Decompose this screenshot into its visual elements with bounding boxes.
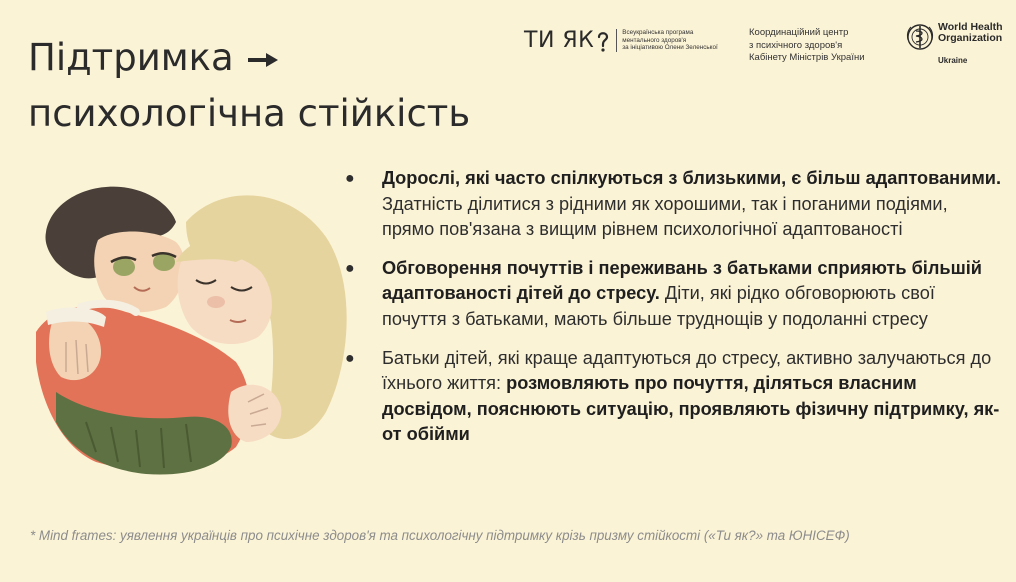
list-item <box>343 166 1003 243</box>
boy-eye-left <box>113 258 135 276</box>
bullet-text: Здатність ділитися з рідними як хорошими, так і поганими подіями, прямо пов'язана з вищим рівнем психологічної адаптованості <box>382 193 948 240</box>
coordination-center-logo: Координаційний центр з психічного здоров'я Кабінету Міністрів України <box>749 27 865 63</box>
bullet-dot: ● <box>345 170 355 187</box>
title-line-2: психологічна стійкість <box>28 92 471 135</box>
who-emblem-icon <box>905 22 935 52</box>
list-item <box>343 346 1003 448</box>
bullet-text: Діти, які рідко обговорюють свої почуття з батьками, мають більше труднощів у подоланні стресу <box>382 283 935 329</box>
list-item <box>343 256 1003 333</box>
who-country: Ukraine <box>938 56 968 65</box>
tyak-brand: ТИ ЯК <box>524 28 610 53</box>
bullet-dot: ● <box>345 259 355 277</box>
tyak-logo <box>524 28 718 53</box>
title-line-1: Підтримка <box>28 30 470 86</box>
page-title <box>28 30 470 142</box>
footnote: * Mind frames: уявлення українців про психічне здоров'я та психологічну підтримку крізь призму стійкості («Ти як?» та ЮНІСЕФ) <box>30 528 850 543</box>
who-logo <box>905 22 1003 52</box>
tyak-subtitle: Всеукраїнська програма ментального здоров'я за ініціативою Олени Зеленської <box>616 29 717 52</box>
arrow-right-icon <box>248 53 278 67</box>
bullet-dot: ● <box>345 349 355 367</box>
hug-illustration <box>26 162 356 482</box>
who-name: World Health Organization <box>938 21 1003 44</box>
bullet-bold-intro: Дорослі, які часто спілкуються з близькими, є більш адаптованими. <box>382 168 1002 188</box>
bullet-list <box>343 166 1003 461</box>
bullet-bold-outro: розмовляють про почуття, діляться власним досвідом, пояснюють ситуацію, проявляють фізичну підтримку, як-от обійми <box>382 373 1000 445</box>
bullet-bold-intro: Обговорення почуттів і переживань з батьками сприяють більшій адаптованості дітей до стресу. <box>382 257 982 304</box>
question-mark-icon <box>596 29 610 53</box>
bullet-text: Батьки дітей, які краще адаптуються до стресу, активно залучаються до їхнього життя: <box>382 347 992 394</box>
